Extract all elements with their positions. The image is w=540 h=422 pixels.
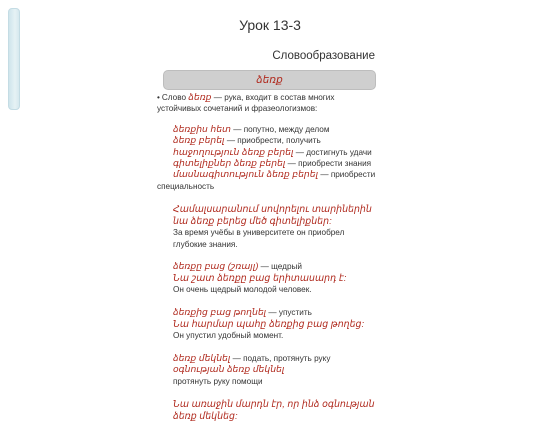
word-heading: ձեռք <box>163 70 376 90</box>
example-sentence-armenian: Նա հարմար պահը ձեռքից բաց թողեց: <box>173 318 365 330</box>
phrase-item: ձեռքը բաց (շռայլ) — щедрый <box>173 261 302 272</box>
example-translation: Он очень щедрый молодой человек. <box>173 285 312 295</box>
phrase-item: ձեռքիս հետ — попутно, между делом <box>173 123 330 134</box>
intro-prefix: Слово <box>161 93 189 102</box>
lesson-content <box>157 92 377 422</box>
phrase-item: մասնագիտություն ձեռք բերել — приобрести специальность <box>157 169 376 191</box>
phrase-item: գիտելիքներ ձեռք բերել — приобрести знания <box>173 158 372 169</box>
intro-word: ձեռք <box>188 92 212 102</box>
section-subtitle: Словообразование <box>272 50 375 62</box>
phrase-item: օգնության ձեռք մեկնել <box>173 364 285 375</box>
example-translation: протянуть руку помощи <box>173 376 263 386</box>
phrase-item: ձեռք բերել — приобрести, получить <box>173 135 321 146</box>
example-sentence-armenian: Նա շատ ձեռքը բաց երիտասարդ է: <box>173 272 347 284</box>
example-sentence-armenian: Համալսարանում սովորելու տարիներին նա ձեռք բերեց մեծ գիտելիքներ: <box>173 203 372 227</box>
phrase-item: հաջողություն ձեռք բերել — достигнуть удачи <box>173 146 372 157</box>
example-translation: Он упустил удобный момент. <box>173 331 284 341</box>
phrase-item: ձեռք մեկնել — подать, протянуть руку <box>173 352 331 363</box>
example-translation: За время учёбы в университете он приобрел глубокие знания. <box>173 228 345 249</box>
example-sentence-armenian: Նա առաջին մարդն էր, որ ինձ օգնության ձեռք մեկնեց: <box>173 397 375 421</box>
intro-paragraph <box>157 92 377 115</box>
intro-rest: — рука, входит в состав многих устойчивых сочетаний и фразеологизмов: <box>157 93 335 114</box>
page-title: Урок 13-3 <box>239 17 301 33</box>
phrase-item: ձեռքից բաց թողնել — упустить <box>173 306 312 317</box>
